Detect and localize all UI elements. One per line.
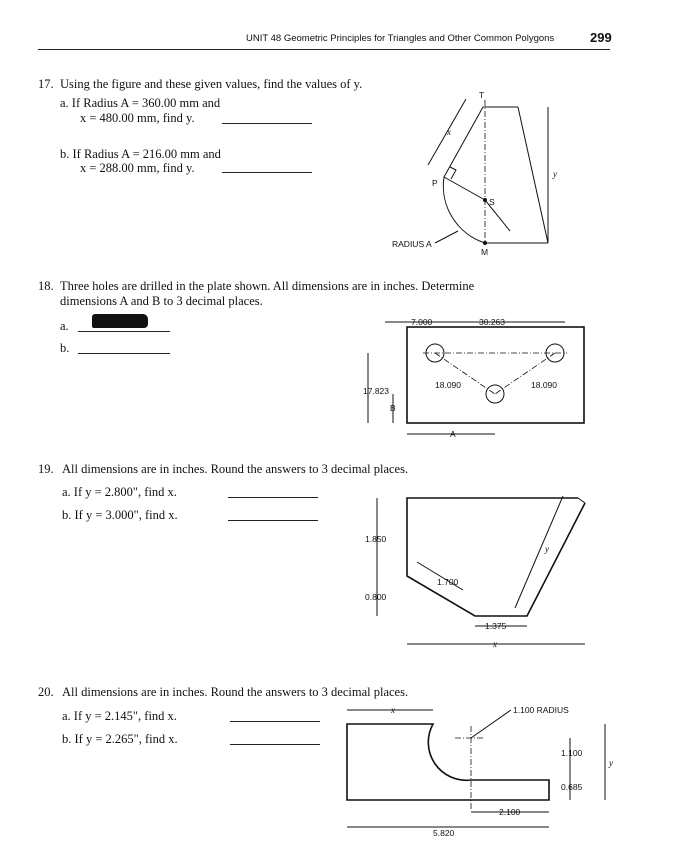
- q18a-redaction: [92, 314, 148, 328]
- q20b-answer-blank[interactable]: [230, 744, 320, 745]
- q17-figure: [370, 85, 570, 265]
- q20-dim-5820-text: 5.820: [433, 828, 455, 838]
- q17-label-m: M: [481, 247, 489, 257]
- q19-dim-1700-text: 1.700: [437, 577, 459, 587]
- q20-dim-1100-text: 1.100: [561, 748, 583, 758]
- q20-radius-label: 1.100 RADIUS: [513, 705, 569, 715]
- q17-label-y: y: [553, 169, 557, 179]
- q20-figure: [335, 700, 625, 840]
- q18-prompt-line1: Three holes are drilled in the plate shown. All dimensions are in inches. Determine: [60, 279, 475, 293]
- q17-point-m: [483, 241, 487, 245]
- q18-dim-17823: 17.823: [363, 386, 389, 396]
- q20-label-y: y: [609, 758, 613, 768]
- q19-prompt: All dimensions are in inches. Round the answers to 3 decimal places.: [62, 462, 409, 476]
- q17b-answer-blank[interactable]: [222, 172, 312, 173]
- q19-label-x: x: [493, 639, 497, 649]
- q18-hole-bottom: [486, 385, 504, 403]
- q17-right-angle: [450, 167, 456, 179]
- q18-number: 18.: [38, 279, 54, 293]
- q17-label-x: x: [447, 127, 451, 137]
- q17-label-radius: RADIUS A: [392, 239, 432, 249]
- q17a-answer-blank[interactable]: [222, 123, 312, 124]
- q19a-text: a. If y = 2.800", find x.: [62, 485, 177, 499]
- q17-radius-pointer: [435, 231, 458, 243]
- q18-label-b: B: [390, 403, 396, 413]
- q20-radius-leader: [471, 710, 511, 738]
- q20a-answer-blank[interactable]: [230, 721, 320, 722]
- q18-plate: [407, 327, 584, 423]
- q17-label-s: S: [489, 197, 495, 207]
- q17-label-p: P: [432, 178, 438, 188]
- q19-dim-0800-text: 0.800: [365, 592, 387, 602]
- q17-label-t: T: [479, 90, 485, 100]
- q20-number: 20.: [38, 685, 54, 699]
- q18-figure: [355, 310, 605, 445]
- q18b-answer-blank[interactable]: [78, 353, 170, 354]
- q19b-answer-blank[interactable]: [228, 520, 318, 521]
- q19-figure: [355, 478, 605, 653]
- q19-number: 19.: [38, 462, 54, 476]
- q17-number: 17.: [38, 77, 54, 91]
- q17b-line1: b. If Radius A = 216.00 mm and: [60, 147, 221, 161]
- q20-dim-0685-text: 0.685: [561, 782, 583, 792]
- q17-center-line: [444, 177, 485, 200]
- q17-radius-arc: [443, 177, 485, 243]
- q20-dim-2100-text: 2.100: [499, 807, 521, 817]
- header-rule: [38, 49, 610, 50]
- q19-dim-1850-text: 1.850: [365, 534, 387, 544]
- q17-point-s: [483, 198, 487, 202]
- q20b-text: b. If y = 2.265", find x.: [62, 732, 178, 746]
- q19-corner-edge: [578, 498, 585, 503]
- q18-dim-7000: 7.000: [411, 317, 433, 327]
- q20a-text: a. If y = 2.145", find x.: [62, 709, 177, 723]
- q19-part-outline: [407, 498, 585, 616]
- q17b-line2: x = 288.00 mm, find y.: [80, 161, 195, 175]
- q18-dim-30263: 30.263: [479, 317, 505, 327]
- q18a-answer-blank[interactable]: [78, 331, 170, 332]
- q19b-text: b. If y = 3.000", find x.: [62, 508, 178, 522]
- page-number: 299: [590, 30, 612, 45]
- q20-part-outline: [347, 724, 549, 800]
- q17-slant-edge: [518, 107, 548, 243]
- q20-label-x: x: [391, 705, 395, 715]
- q17a-line2: x = 480.00 mm, find y.: [80, 111, 195, 125]
- q18a-label: a.: [60, 319, 69, 333]
- q19-dim-1375-text: 1.375: [485, 621, 507, 631]
- q18-label-a: A: [450, 429, 456, 439]
- q20-prompt: All dimensions are in inches. Round the answers to 3 decimal places.: [62, 685, 409, 699]
- q18-prompt-line2: dimensions A and B to 3 decimal places.: [60, 294, 263, 308]
- q18-dim-18090-left: 18.090: [435, 380, 461, 390]
- q17-prompt: Using the figure and these given values, find the values of y.: [60, 77, 363, 91]
- q19a-answer-blank[interactable]: [228, 497, 318, 498]
- q18b-label: b.: [60, 341, 70, 355]
- running-header: UNIT 48 Geometric Principles for Triangles and Other Common Polygons: [246, 33, 555, 44]
- q18-dim-18090-right: 18.090: [531, 380, 557, 390]
- q17-tangent-line: [444, 107, 483, 177]
- q19-label-y: y: [545, 544, 549, 554]
- q17a-line1: a. If Radius A = 360.00 mm and: [60, 96, 221, 110]
